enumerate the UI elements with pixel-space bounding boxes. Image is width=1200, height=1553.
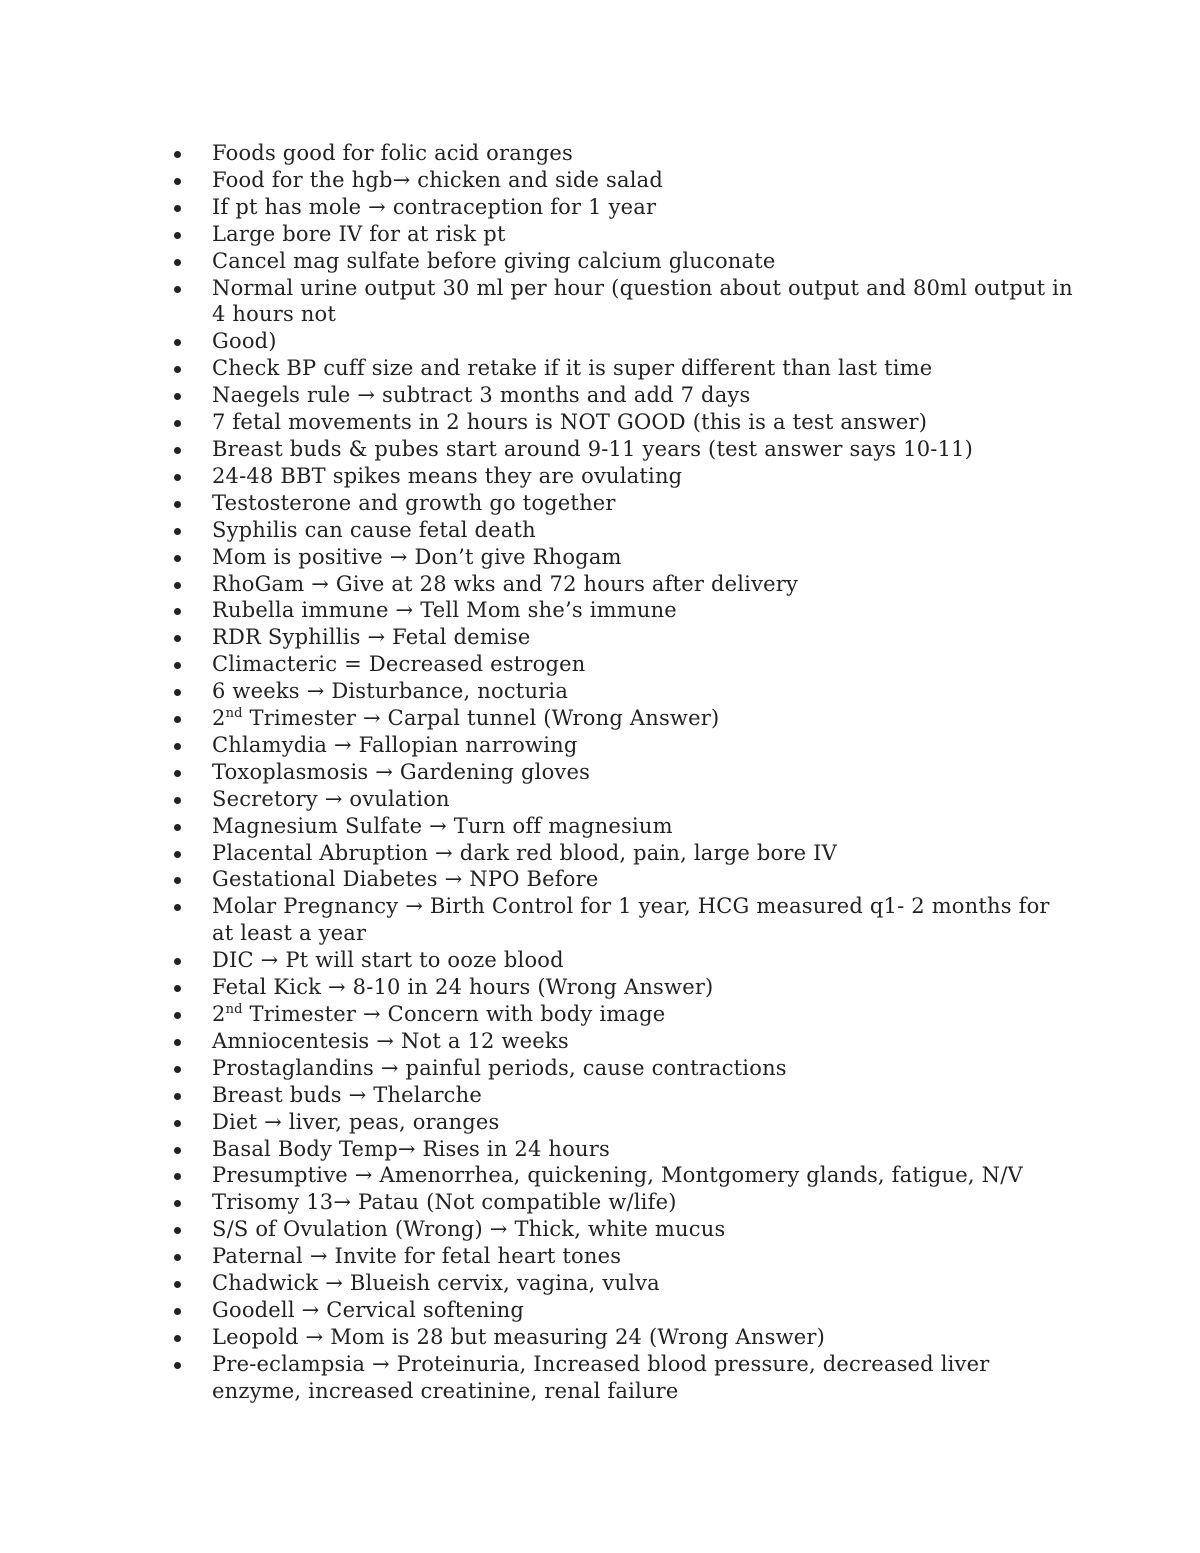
list-item bbox=[174, 517, 1074, 544]
bullet-icon bbox=[174, 339, 181, 346]
list-item bbox=[174, 463, 1074, 490]
list-item bbox=[174, 221, 1074, 248]
list-item-text: Prostaglandins → painful periods, cause contractions bbox=[212, 1055, 787, 1080]
bullet-icon bbox=[174, 1173, 181, 1180]
ordinal-superscript: nd bbox=[225, 1002, 243, 1017]
list-item bbox=[174, 409, 1074, 436]
list-item bbox=[174, 1351, 1074, 1405]
list-item bbox=[174, 275, 1074, 329]
list-item-text: Climacteric = Decreased estrogen bbox=[212, 652, 586, 677]
list-item bbox=[174, 1297, 1074, 1324]
bullet-icon bbox=[174, 501, 181, 508]
list-item bbox=[174, 1270, 1074, 1297]
list-item-text: Amniocentesis → Not a 12 weeks bbox=[212, 1028, 569, 1053]
bullet-icon bbox=[174, 689, 181, 696]
list-item-text: Rubella immune → Tell Mom she’s immune bbox=[212, 598, 677, 623]
list-item-text: Normal urine output 30 ml per hour (question about output and 80ml output in 4 hours not bbox=[212, 275, 1073, 327]
bullet-icon bbox=[174, 770, 181, 777]
list-item-text: Goodell → Cervical softening bbox=[212, 1297, 524, 1322]
list-item bbox=[174, 624, 1074, 651]
bullet-icon bbox=[174, 797, 181, 804]
bullet-icon bbox=[174, 1200, 181, 1207]
list-item-text: RDR Syphillis → Fetal demise bbox=[212, 625, 531, 650]
bullet-icon bbox=[174, 1362, 181, 1369]
list-item-text: Good) bbox=[212, 329, 277, 354]
list-item bbox=[174, 140, 1074, 167]
list-item-text: 24-48 BBT spikes means they are ovulating bbox=[212, 463, 683, 488]
list-item bbox=[174, 1109, 1074, 1136]
bullet-icon bbox=[174, 635, 181, 642]
list-item bbox=[174, 436, 1074, 463]
list-item bbox=[174, 571, 1074, 598]
list-item-text: Fetal Kick → 8-10 in 24 hours (Wrong Answer) bbox=[212, 975, 714, 1000]
list-item-text: Trisomy 13→ Patau (Not compatible w/life) bbox=[212, 1190, 677, 1215]
list-item-text: Leopold → Mom is 28 but measuring 24 (Wrong Answer) bbox=[212, 1324, 826, 1349]
list-item bbox=[174, 813, 1074, 840]
list-item-text: If pt has mole → contraception for 1 year bbox=[212, 194, 657, 219]
list-item-text: Magnesium Sulfate → Turn off magnesium bbox=[212, 813, 673, 838]
bullet-icon bbox=[174, 1012, 181, 1019]
list-item bbox=[174, 678, 1074, 705]
list-item-text: DIC → Pt will start to ooze blood bbox=[212, 948, 564, 973]
bullet-icon bbox=[174, 259, 181, 266]
list-item bbox=[174, 1028, 1074, 1055]
bullet-icon bbox=[174, 1093, 181, 1100]
list-item-text: Naegels rule → subtract 3 months and add 7 days bbox=[212, 383, 751, 408]
bullet-icon bbox=[174, 1039, 181, 1046]
bullet-icon bbox=[174, 286, 181, 293]
list-item bbox=[174, 786, 1074, 813]
bullet-icon bbox=[174, 151, 181, 158]
list-item-text: Testosterone and growth go together bbox=[212, 490, 616, 515]
ordinal-superscript: nd bbox=[225, 706, 243, 722]
bullet-icon bbox=[174, 824, 181, 831]
list-item-text: Secretory → ovulation bbox=[212, 786, 450, 811]
list-item bbox=[174, 1136, 1074, 1163]
bullet-icon bbox=[174, 1066, 181, 1073]
list-item-prefix: 2 bbox=[212, 706, 226, 731]
list-item-text: Large bore IV for at risk pt bbox=[212, 221, 506, 246]
bullet-icon bbox=[174, 985, 181, 992]
list-item bbox=[174, 893, 1074, 947]
list-item bbox=[174, 248, 1074, 275]
bullet-icon bbox=[174, 743, 181, 750]
bullet-icon bbox=[174, 1254, 181, 1261]
study-notes-list bbox=[174, 140, 1074, 1405]
bullet-icon bbox=[174, 528, 181, 535]
bullet-icon bbox=[174, 555, 181, 562]
bullet-icon bbox=[174, 958, 181, 965]
bullet-icon bbox=[174, 1281, 181, 1288]
list-item-text: Mom is positive → Don’t give Rhogam bbox=[212, 544, 622, 569]
list-item bbox=[174, 597, 1074, 624]
bullet-icon bbox=[174, 608, 181, 615]
bullet-icon bbox=[174, 1120, 181, 1127]
bullet-icon bbox=[174, 877, 181, 884]
bullet-icon bbox=[174, 232, 181, 239]
bullet-icon bbox=[174, 205, 181, 212]
list-item-text: 7 fetal movements in 2 hours is NOT GOOD (this is a test answer) bbox=[212, 410, 928, 435]
list-item-text: Molar Pregnancy → Birth Control for 1 year, HCG measured q1- 2 months for at least a year bbox=[212, 894, 1050, 946]
list-item-text: Chlamydia → Fallopian narrowing bbox=[212, 732, 578, 757]
list-item bbox=[174, 974, 1074, 1001]
list-item-text: Pre-eclampsia → Proteinuria, Increased blood pressure, decreased liver enzyme, increased creatinine, renal failure bbox=[212, 1351, 990, 1403]
list-item bbox=[174, 1162, 1074, 1189]
list-item-text: Foods good for folic acid oranges bbox=[212, 141, 573, 165]
bullet-icon bbox=[174, 662, 181, 669]
bullet-icon bbox=[174, 716, 181, 723]
list-item-text: RhoGam → Give at 28 wks and 72 hours after delivery bbox=[212, 571, 799, 596]
list-item bbox=[174, 1055, 1074, 1082]
list-item bbox=[174, 1001, 1074, 1028]
bullet-icon bbox=[174, 1335, 181, 1342]
list-item bbox=[174, 732, 1074, 759]
bullet-icon bbox=[174, 851, 181, 858]
bullet-icon bbox=[174, 1227, 181, 1234]
list-item bbox=[174, 947, 1074, 974]
list-item bbox=[174, 382, 1074, 409]
list-item-text: Breast buds & pubes start around 9-11 years (test answer says 10-11) bbox=[212, 436, 974, 461]
list-item bbox=[174, 1324, 1074, 1351]
list-item-text: Trimester → Concern with body image bbox=[242, 1002, 666, 1026]
list-item-text: Syphilis can cause fetal death bbox=[212, 517, 536, 542]
list-item bbox=[174, 1189, 1074, 1216]
list-item-text: Placental Abruption → dark red blood, pain, large bore IV bbox=[212, 840, 838, 865]
bullet-icon bbox=[174, 420, 181, 427]
list-item bbox=[174, 759, 1074, 786]
bullet-icon bbox=[174, 447, 181, 454]
list-item-text: Paternal → Invite for fetal heart tones bbox=[212, 1244, 622, 1269]
list-item bbox=[174, 355, 1074, 382]
list-item bbox=[174, 1216, 1074, 1243]
list-item bbox=[174, 328, 1074, 355]
bullet-icon bbox=[174, 178, 181, 185]
list-item-text: Cancel mag sulfate before giving calcium gluconate bbox=[212, 248, 776, 273]
bullet-icon bbox=[174, 393, 181, 400]
list-item-text: Toxoplasmosis → Gardening gloves bbox=[212, 759, 591, 784]
list-item bbox=[174, 544, 1074, 571]
list-item bbox=[174, 167, 1074, 194]
list-item-prefix: 2 bbox=[212, 1002, 226, 1026]
list-item-text: S/S of Ovulation (Wrong) → Thick, white mucus bbox=[212, 1217, 726, 1242]
bullet-icon bbox=[174, 1147, 181, 1154]
list-item-text: Gestational Diabetes → NPO Before bbox=[212, 867, 599, 892]
list-item-text: Chadwick → Blueish cervix, vagina, vulva bbox=[212, 1271, 660, 1296]
bullet-icon bbox=[174, 366, 181, 373]
bullet-icon bbox=[174, 904, 181, 911]
list-item bbox=[174, 490, 1074, 517]
list-item-text: Breast buds → Thelarche bbox=[212, 1082, 482, 1107]
list-item-text: Check BP cuff size and retake if it is super different than last time bbox=[212, 356, 933, 381]
list-item-text: Trimester → Carpal tunnel (Wrong Answer) bbox=[242, 706, 720, 731]
list-item bbox=[174, 705, 1074, 732]
list-item-text: Basal Body Temp→ Rises in 24 hours bbox=[212, 1136, 610, 1161]
list-item bbox=[174, 866, 1074, 893]
bullet-icon bbox=[174, 582, 181, 589]
list-item-text: Diet → liver, peas, oranges bbox=[212, 1109, 500, 1134]
bullet-icon bbox=[174, 1308, 181, 1315]
bullet-icon bbox=[174, 474, 181, 481]
list-item-text: Presumptive → Amenorrhea, quickening, Montgomery glands, fatigue, N/V bbox=[212, 1163, 1023, 1188]
list-item bbox=[174, 651, 1074, 678]
list-item bbox=[174, 1082, 1074, 1109]
list-item-text: Food for the hgb→ chicken and side salad bbox=[212, 167, 663, 192]
list-item bbox=[174, 840, 1074, 867]
list-item bbox=[174, 1243, 1074, 1270]
list-item bbox=[174, 194, 1074, 221]
list-item-text: 6 weeks → Disturbance, nocturia bbox=[212, 679, 569, 704]
